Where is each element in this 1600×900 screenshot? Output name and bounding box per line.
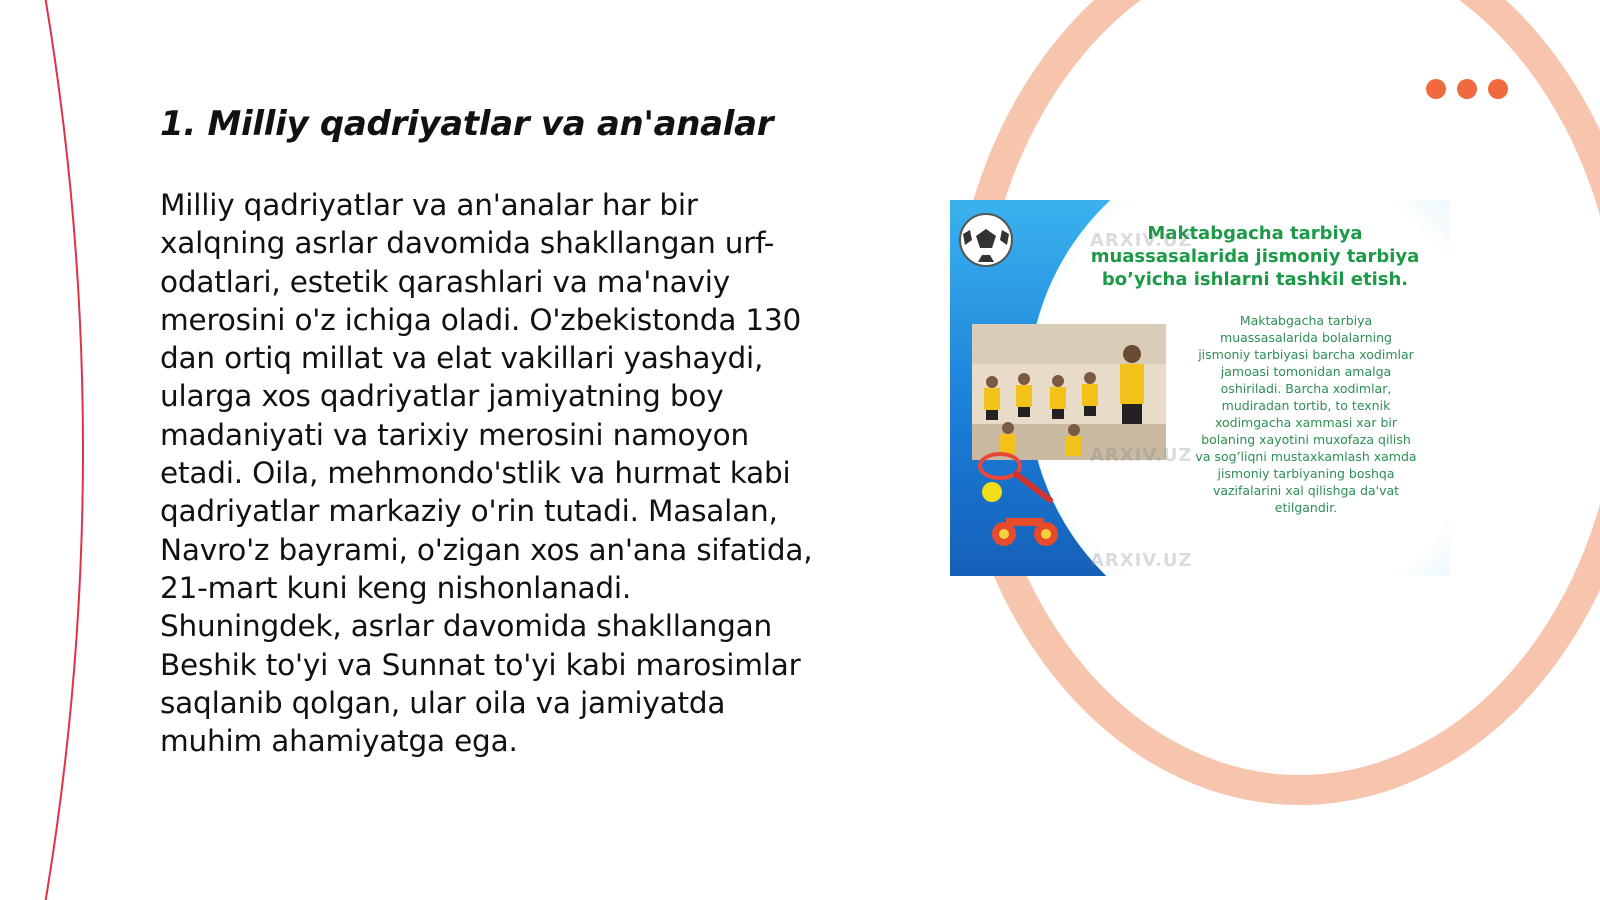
slide-image — [950, 200, 1450, 576]
dot-icon — [1457, 79, 1477, 99]
left-border-line — [44, 0, 83, 900]
watermark-text: ARXIV.UZ — [1090, 445, 1193, 466]
slide-heading: 1. Milliy qadriyatlar va an'analar — [160, 104, 774, 144]
image-caption-title: Maktabgacha tarbiya muassasalarida jismoniy tarbiya bo’yicha ishlarni tashkil etish. — [1090, 223, 1420, 290]
tennis-racket-icon — [978, 450, 1058, 510]
watermark-text: ARXIV.UZ — [1090, 230, 1193, 251]
more-dots-icon — [1426, 79, 1508, 99]
watermark-text: ARXIV.UZ — [1090, 550, 1193, 571]
dumbbell-icon — [990, 510, 1060, 550]
slide-body-text: Milliy qadriyatlar va an'analar har bir xalqning asrlar davomida shakllangan urf- odatlari, estetik qarashlari va ma'naviy merosini o'z ichiga oladi. O'zbekistonda 130 dan ortiq millat va elat vakillari yashaydi, ularga xos qadriyatlar jamiyatning boy madaniyati va tarixiy merosini namoyon etadi. Oila, mehmondo'stlik va hurmat kabi qadriyatlar markaziy o'rin tutadi. Masalan, Navro'z bayrami, o'zigan xos an'ana sifatida, 21-mart kuni keng nishonlanadi. Shuningdek, asrlar davomida shakllangan Beshik to'yi va Sunnat to'yi kabi marosimlar saqlanib qolgan, ular oila va jamiyatda muhim ahamiyatga ega. — [160, 188, 813, 759]
image-caption-text: Maktabgacha tarbiya muassasalarida bolalarning jismoniy tarbiyasi barcha xodimlar jamoasi tomonidan amalga oshiriladi. Barcha xodimlar, mudiradan tortib, to texnik xodimgacha xammasi xar bir bolaning xayotini muxofaza qilish va sog’liqni mustaxkamlash xamda jismoniy tarbiyaning boshqa vazifalarini xal qilishga da'vat etilgandir. — [1195, 313, 1417, 515]
children-exercise-photo — [972, 324, 1166, 460]
dot-icon — [1426, 79, 1446, 99]
soccer-ball-icon — [958, 212, 1014, 268]
dot-icon — [1488, 79, 1508, 99]
